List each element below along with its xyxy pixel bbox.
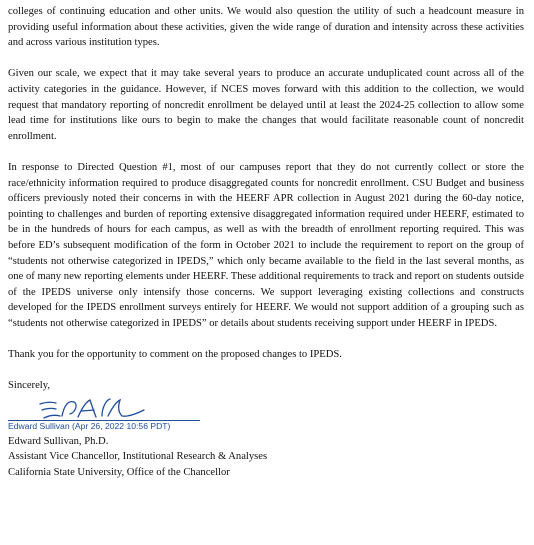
signature-caption: Edward Sullivan (Apr 26, 2022 10:56 PDT)	[8, 420, 171, 431]
signer-organization: California State University, Office of the Chancellor	[8, 467, 230, 479]
signer-title: Assistant Vice Chancellor, Institutional Research & Analyses	[8, 451, 268, 463]
handwritten-signature	[32, 396, 152, 422]
paragraph-directed-question: In response to Directed Question #1, most of our campuses report that they do not currently collect or store the race/ethnicity information required to produce disaggregated counts for noncredit enrollment. CSU Budget and business officers previously noted their concerns in with the HEERF APR collection in August 2021 during the 60-day notice, pointing to challenges and burden of reporting extensive disaggregated information required under HEERF, estimated to be in the hundreds of hours for each campus, as well as with the breadth of enrollment reporting required. This was before ED’s subsequent modification of the form in October 2021 to include the requirement to report on the group of “students not otherwise categorized in IPEDS,” which only became available to the field in the last several months, as one of many new reporting elements under HEERF. These additional requirements to track and report on students outside of the IPEDS universe only intensify those concerns. We support leveraging existing collections and constructs developed for the IPEDS enrollment surveys entirely for HEERF. We would not support addition of a grouping such as “students not otherwise categorized in IPEDS” or details about students receiving support under HEERF in IPEDS.	[8, 161, 524, 329]
paragraph-thank-you: Thank you for the opportunity to comment on the proposed changes to IPEDS.	[8, 349, 342, 361]
closing-salutation: Sincerely,	[8, 380, 50, 392]
letter-page	[8, 4, 524, 481]
paragraph-continuing-education: colleges of continuing education and other units. We would also question the utility of such a headcount measure in providing useful information about these activities, given the wide range of duration and intensity across these activities and across various institution types.	[8, 6, 524, 49]
signer-name: Edward Sullivan, Ph.D.	[8, 435, 109, 447]
paragraph-scale-and-delay: Given our scale, we expect that it may take several years to produce an accurate unduplicated count across all of the activity categories in the guidance. However, if NCES moves forward with this addition to the collection, we would request that mandatory reporting of noncredit enrollment be delayed until at least the 2024-25 collection to allow some lead time for institutions like ours to begin to make the changes that would facilitate reasonable count of noncredit enrollment.	[8, 68, 524, 142]
signature-block	[8, 394, 208, 434]
